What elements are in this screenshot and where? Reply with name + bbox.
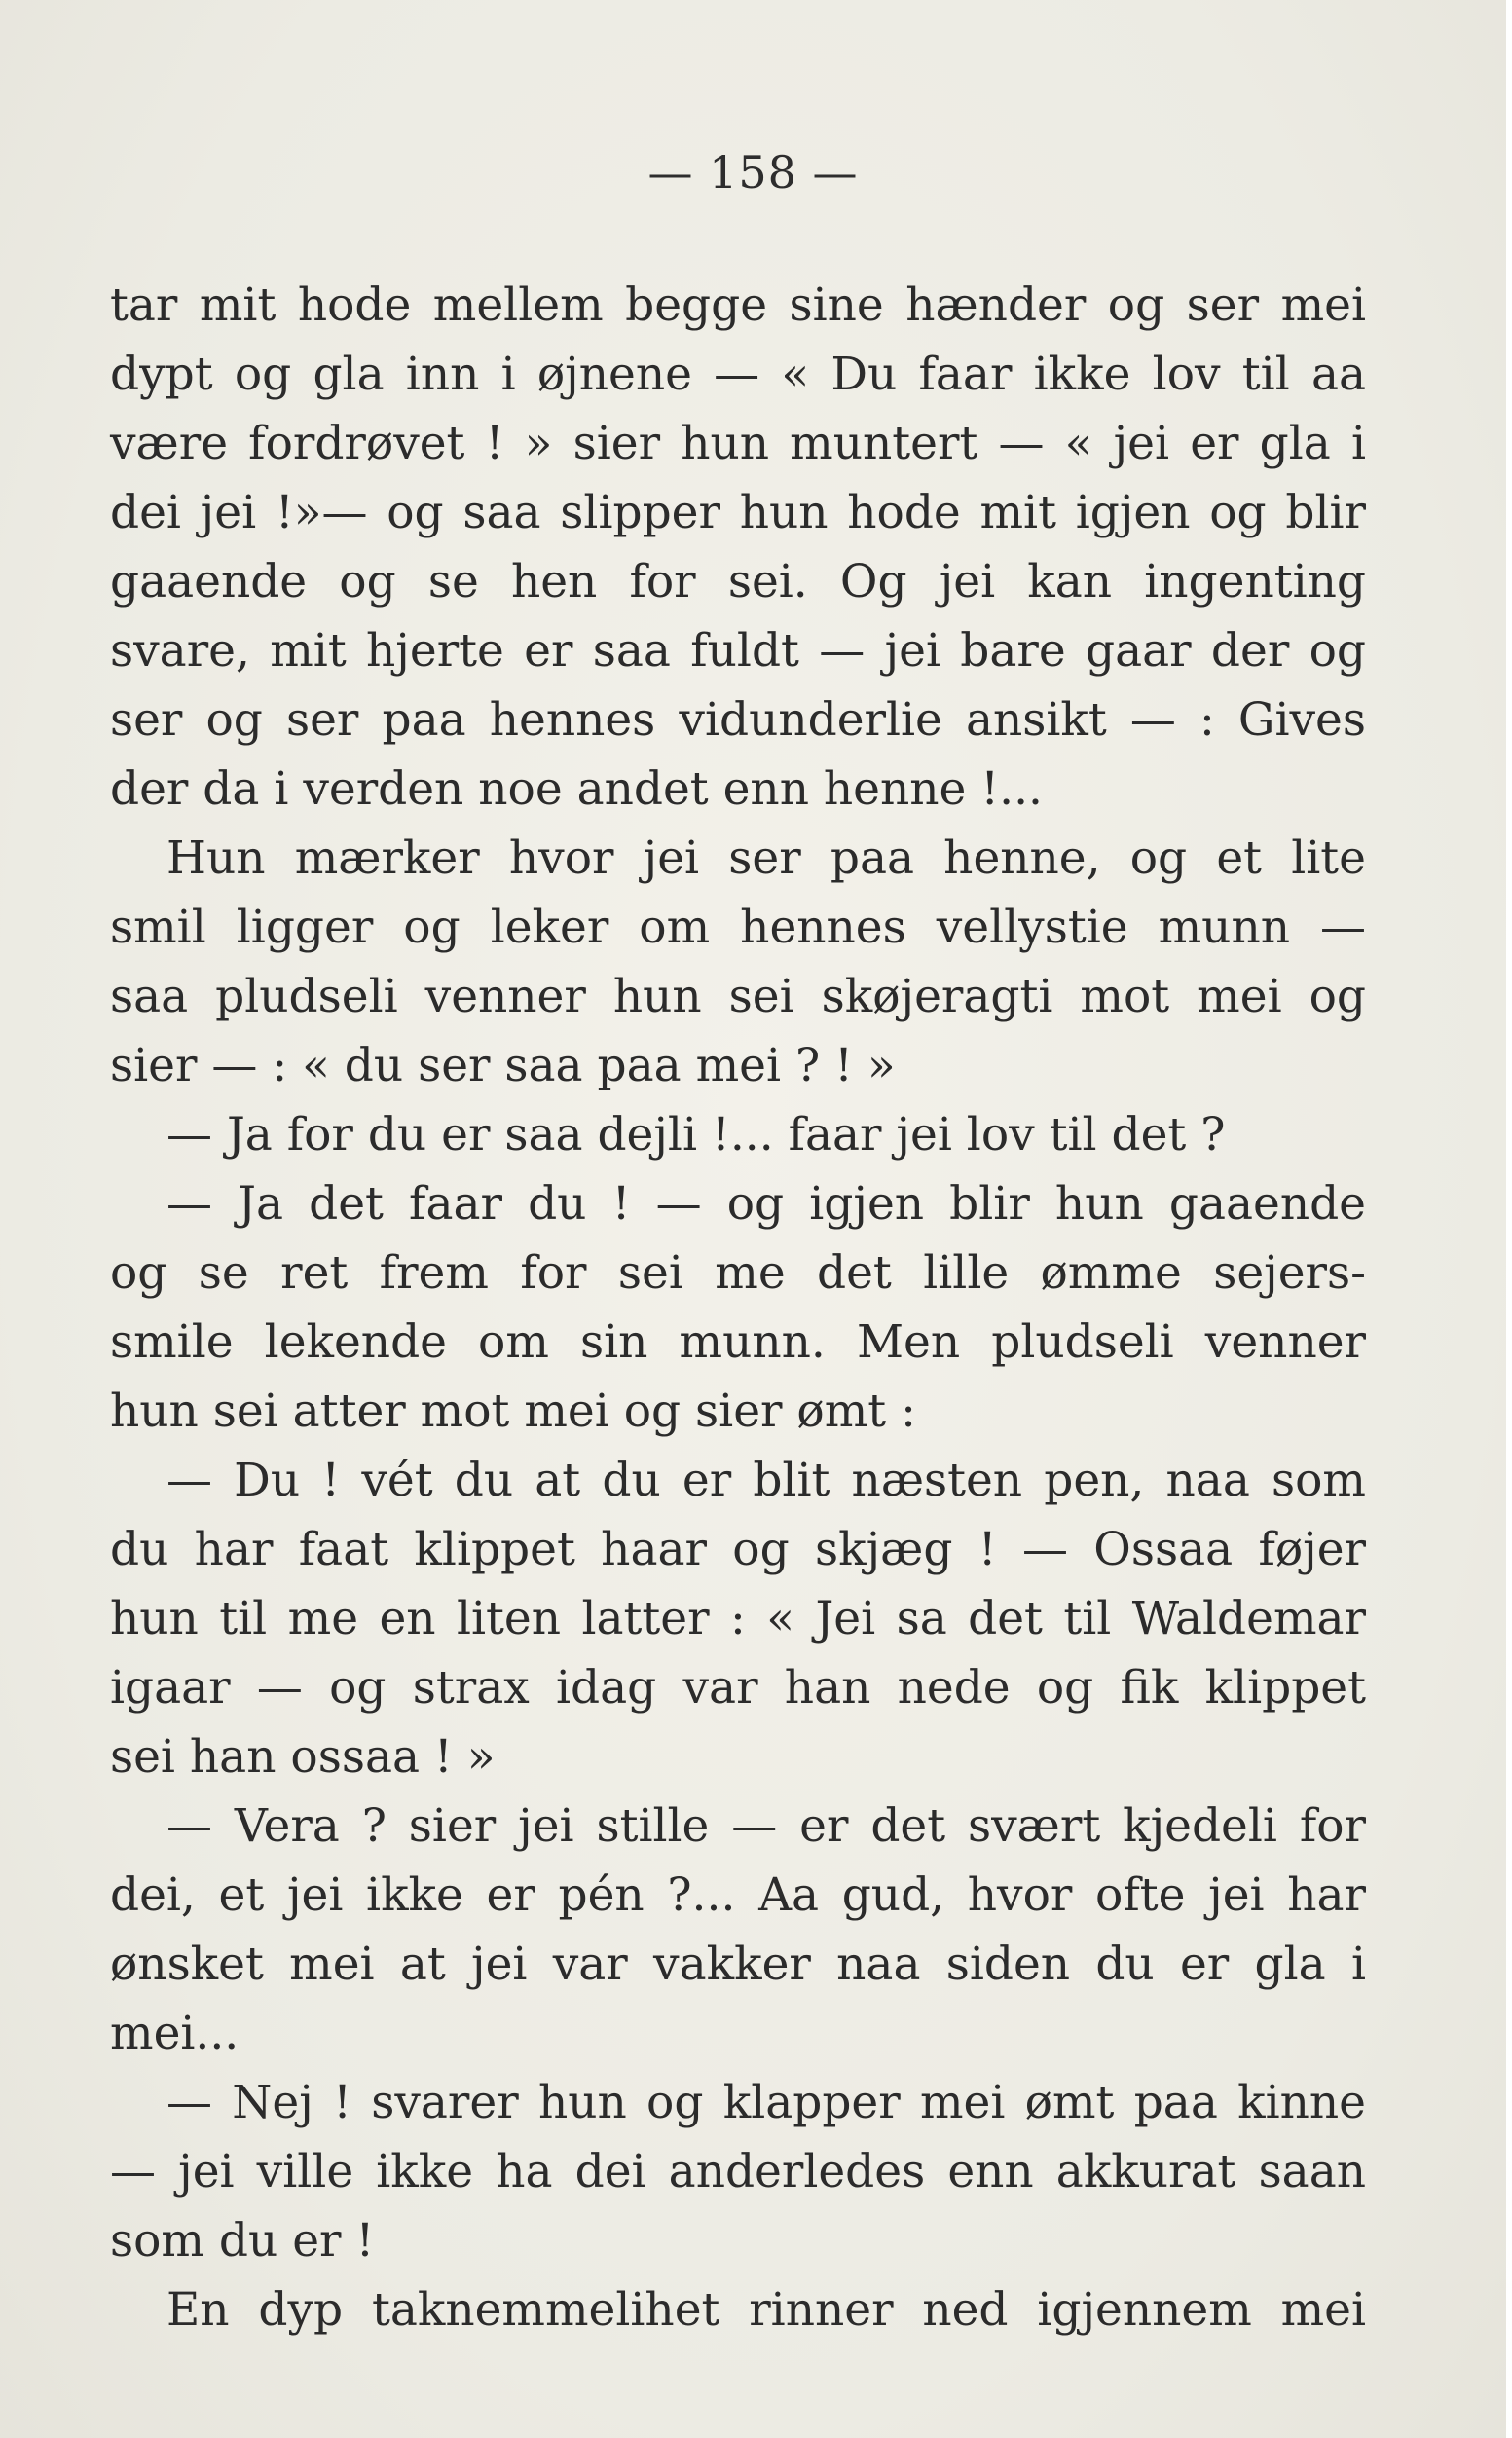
text-line: — Ja det faar du ! — og igjen blir hun gaaende — [166, 1177, 1366, 1231]
text-line: dypt og gla inn i øjnene — « Du faar ikke lov til aa — [110, 348, 1366, 401]
text-line: smile lekende om sin munn. Men pludseli venner — [110, 1315, 1366, 1369]
text-line: En dyp taknemmelihet rinner ned igjennem mei — [166, 2283, 1366, 2337]
text-line: og se ret frem for sei me det lille ømme sejers- — [110, 1246, 1366, 1300]
text-line: hun til me en liten latter : « Jei sa det til Waldemar — [110, 1592, 1366, 1645]
text-line: du har faat klippet haar og skjæg ! — Ossaa føjer — [110, 1523, 1366, 1576]
text-line: hun sei atter mot mei og sier ømt : — [110, 1385, 916, 1438]
text-line: saa pludseli venner hun sei skøjeragti mot mei og — [110, 970, 1366, 1023]
text-line: — Ja for du er saa dejli !... faar jei lov til det ? — [166, 1108, 1226, 1162]
text-line: — Nej ! svarer hun og klapper mei ømt paa kinne — [166, 2076, 1366, 2129]
text-line: ser og ser paa hennes vidunderlie ansikt — : Gives — [110, 693, 1366, 747]
text-line: smil ligger og leker om hennes vellystie munn — — [110, 901, 1366, 954]
text-line: ønsket mei at jei var vakker naa siden du er gla i — [110, 1938, 1366, 1991]
text-line: dei, et jei ikke er pén ?... Aa gud, hvor ofte jei har — [110, 1868, 1366, 1922]
text-line: der da i verden noe andet enn henne !... — [110, 762, 1043, 816]
text-line: mei... — [110, 2007, 240, 2060]
body-text — [110, 271, 1366, 2345]
text-line: tar mit hode mellem begge sine hænder og ser mei — [110, 278, 1366, 332]
text-line: — jei ville ikke ha dei anderledes enn akkurat saan — [110, 2145, 1366, 2198]
text-line: som du er ! — [110, 2214, 375, 2268]
text-line: svare, mit hjerte er saa fuldt — jei bare gaar der og — [110, 624, 1366, 678]
text-line: sier — : « du ser saa paa mei ? ! » — [110, 1039, 896, 1092]
text-line: — Du ! vét du at du er blit næsten pen, naa som — [166, 1454, 1366, 1507]
text-line: gaaende og se hen for sei. Og jei kan ingenting — [110, 555, 1366, 609]
text-line: — Vera ? sier jei stille — er det svært kjedeli for — [166, 1799, 1366, 1853]
text-line: være fordrøvet ! » sier hun muntert — « jei er gla i — [110, 417, 1366, 470]
text-line: igaar — og strax idag var han nede og fik klippet — [110, 1661, 1366, 1715]
page-number: — 158 — — [647, 146, 859, 199]
text-line: Hun mærker hvor jei ser paa henne, og et lite — [166, 831, 1366, 885]
text-line: sei han ossaa ! » — [110, 1730, 496, 1784]
text-line: dei jei !»— og saa slipper hun hode mit igjen og blir — [110, 486, 1366, 539]
